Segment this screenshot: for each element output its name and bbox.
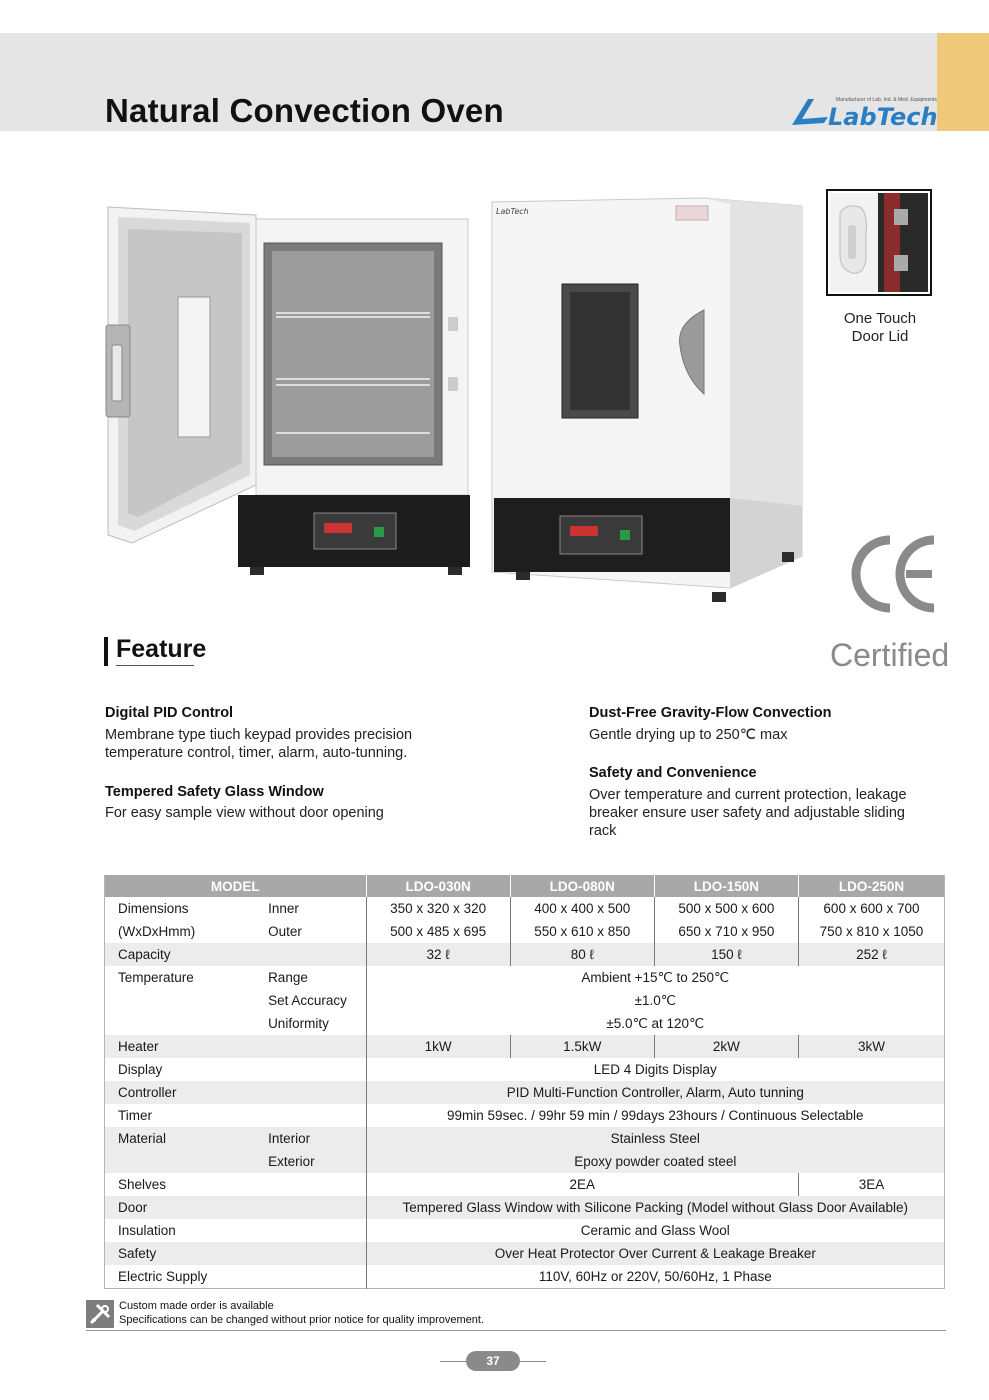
cell-value: Ceramic and Glass Wool xyxy=(366,1219,944,1242)
page-number: 37 xyxy=(466,1351,520,1371)
feature-item xyxy=(589,705,949,744)
row-label: Electric Supply xyxy=(118,1269,208,1284)
table-row xyxy=(105,1242,945,1265)
table-row xyxy=(105,1196,945,1219)
row-label: Material xyxy=(105,1127,269,1150)
feature-body-line: Over temperature and current protection, leakage xyxy=(589,787,907,803)
feature-bar xyxy=(104,637,108,666)
cell-value: ±1.0℃ xyxy=(366,989,944,1012)
table-row xyxy=(105,966,945,989)
cell-value: 500 x 485 x 695 xyxy=(366,920,510,943)
row-label: Heater xyxy=(105,1035,269,1058)
row-label: Controller xyxy=(105,1081,269,1104)
footer-note: Custom made order is available xyxy=(119,1300,274,1312)
cell-value: Ambient +15℃ to 250℃ xyxy=(366,966,944,989)
cell-value: 3kW xyxy=(798,1035,944,1058)
cell-value: 2EA xyxy=(366,1173,798,1196)
cell-value: 1kW xyxy=(366,1035,510,1058)
cell-value: 600 x 600 x 700 xyxy=(798,897,944,920)
table-row xyxy=(105,989,945,1012)
feature-body-line: temperature control, timer, alarm, auto-tunning. xyxy=(105,745,408,761)
feature-title: Feature xyxy=(116,635,207,663)
row-sublabel: Set Accuracy xyxy=(268,993,347,1008)
feature-item xyxy=(105,705,525,762)
table-row xyxy=(105,1265,945,1289)
feature-item xyxy=(589,765,949,840)
row-sublabel: Inner xyxy=(268,901,299,916)
row-sublabel: Uniformity xyxy=(268,1016,329,1031)
feature-heading: Safety and Convenience xyxy=(589,765,757,781)
feature-body-line: rack xyxy=(589,823,617,839)
row-label: Insulation xyxy=(118,1223,176,1238)
cell-value: Epoxy powder coated steel xyxy=(366,1150,944,1173)
feature-body-line: breaker ensure user safety and adjustable sliding xyxy=(589,805,905,821)
feature-heading: Tempered Safety Glass Window xyxy=(105,784,324,800)
logo-swoosh-icon xyxy=(790,95,830,129)
feature-heading: Dust-Free Gravity-Flow Convection xyxy=(589,705,832,721)
page-number-line xyxy=(520,1361,546,1362)
cell-value: 650 x 710 x 950 xyxy=(654,920,798,943)
footer-note: Specifications can be changed without prior notice for quality improvement. xyxy=(119,1314,485,1326)
page-number-line xyxy=(440,1361,466,1362)
row-label: Timer xyxy=(118,1108,152,1123)
logo-name: LabTech xyxy=(828,103,938,131)
ce-mark-icon xyxy=(850,532,938,616)
certified-label: Certified xyxy=(830,637,950,673)
cell-value: PID Multi-Function Controller, Alarm, Auto tunning xyxy=(366,1081,944,1104)
caption-line-2: Door Lid xyxy=(851,328,909,345)
cell-value: 252 ℓ xyxy=(798,943,944,966)
column-header-ldo-250n: LDO-250N xyxy=(798,875,944,897)
cell-value: 80 ℓ xyxy=(510,943,654,966)
column-header-model: MODEL xyxy=(105,875,367,897)
row-label: Capacity xyxy=(105,943,269,966)
row-sublabel: Outer xyxy=(268,924,302,939)
table-row xyxy=(105,1035,945,1058)
logo-tagline: Manufacturer of Lab, Ind. & Med. Equipments xyxy=(836,97,937,103)
cell-value: 32 ℓ xyxy=(366,943,510,966)
row-label: Shelves xyxy=(118,1177,167,1192)
table-row xyxy=(105,1150,945,1173)
cell-value: LED 4 Digits Display xyxy=(366,1058,944,1081)
table-row xyxy=(105,1104,945,1127)
row-label: Safety xyxy=(105,1242,269,1265)
cell-value: 500 x 500 x 600 xyxy=(654,897,798,920)
table-row xyxy=(105,1012,945,1035)
cell-value: 550 x 610 x 850 xyxy=(510,920,654,943)
row-label: Display xyxy=(118,1062,163,1077)
table-row xyxy=(105,897,945,920)
feature-underline xyxy=(116,665,194,666)
cell-value: Over Heat Protector Over Current & Leakage Breaker xyxy=(366,1242,944,1265)
row-sublabel: Interior xyxy=(268,1127,366,1150)
caption-line-1: One Touch xyxy=(843,310,917,327)
table-row xyxy=(105,1219,945,1242)
cell-value: 99min 59sec. / 99hr 59 min / 99days 23hours / Continuous Selectable xyxy=(366,1104,944,1127)
svg-text:LabTech: LabTech xyxy=(496,207,529,216)
cell-value: 400 x 400 x 500 xyxy=(510,897,654,920)
feature-body-line: Gentle drying up to 250℃ max xyxy=(589,727,788,743)
feature-item xyxy=(105,784,525,822)
table-row xyxy=(105,1127,945,1150)
feature-body-line: Membrane type tiuch keypad provides precision xyxy=(105,727,413,743)
cell-value: ±5.0℃ at 120℃ xyxy=(366,1012,944,1035)
oven-closed-image xyxy=(490,196,804,606)
row-label: Dimensions xyxy=(118,901,189,916)
column-header-ldo-030n: LDO-030N xyxy=(366,875,510,897)
table-row xyxy=(105,920,945,943)
spec-table xyxy=(104,875,945,1289)
page-title: Natural Convection Oven xyxy=(105,92,504,129)
table-header-row xyxy=(105,875,945,897)
row-label: (WxDxHmm) xyxy=(118,924,196,939)
table-row xyxy=(105,1058,945,1081)
cell-value: 350 x 320 x 320 xyxy=(366,897,510,920)
column-header-ldo-150n: LDO-150N xyxy=(654,875,798,897)
cell-value: Tempered Glass Window with Silicone Packing (Model without Glass Door Available) xyxy=(366,1196,944,1219)
row-sublabel: Exterior xyxy=(268,1150,366,1173)
feature-heading: Digital PID Control xyxy=(105,705,234,721)
table-row xyxy=(105,1081,945,1104)
door-lid-caption xyxy=(826,310,934,346)
table-row xyxy=(105,943,945,966)
feature-body-line: For easy sample view without door opening xyxy=(105,805,384,821)
column-header-ldo-080n: LDO-080N xyxy=(510,875,654,897)
footer-rule xyxy=(86,1330,946,1331)
cell-value: 150 ℓ xyxy=(654,943,798,966)
tools-icon xyxy=(86,1300,114,1328)
cell-value: 1.5kW xyxy=(510,1035,654,1058)
row-label: Temperature xyxy=(118,970,194,985)
cell-value: 750 x 810 x 1050 xyxy=(798,920,944,943)
row-sublabel: Range xyxy=(268,970,308,985)
cell-value: Stainless Steel xyxy=(366,1127,944,1150)
brand-logo xyxy=(790,95,938,131)
door-lid-closeup-image xyxy=(826,189,932,296)
cell-value: 3EA xyxy=(798,1173,944,1196)
row-label: Door xyxy=(105,1196,269,1219)
table-row xyxy=(105,1173,945,1196)
header-accent xyxy=(937,33,989,131)
oven-open-image xyxy=(104,205,472,580)
cell-value: 2kW xyxy=(654,1035,798,1058)
cell-value: 110V, 60Hz or 220V, 50/60Hz, 1 Phase xyxy=(366,1265,944,1289)
